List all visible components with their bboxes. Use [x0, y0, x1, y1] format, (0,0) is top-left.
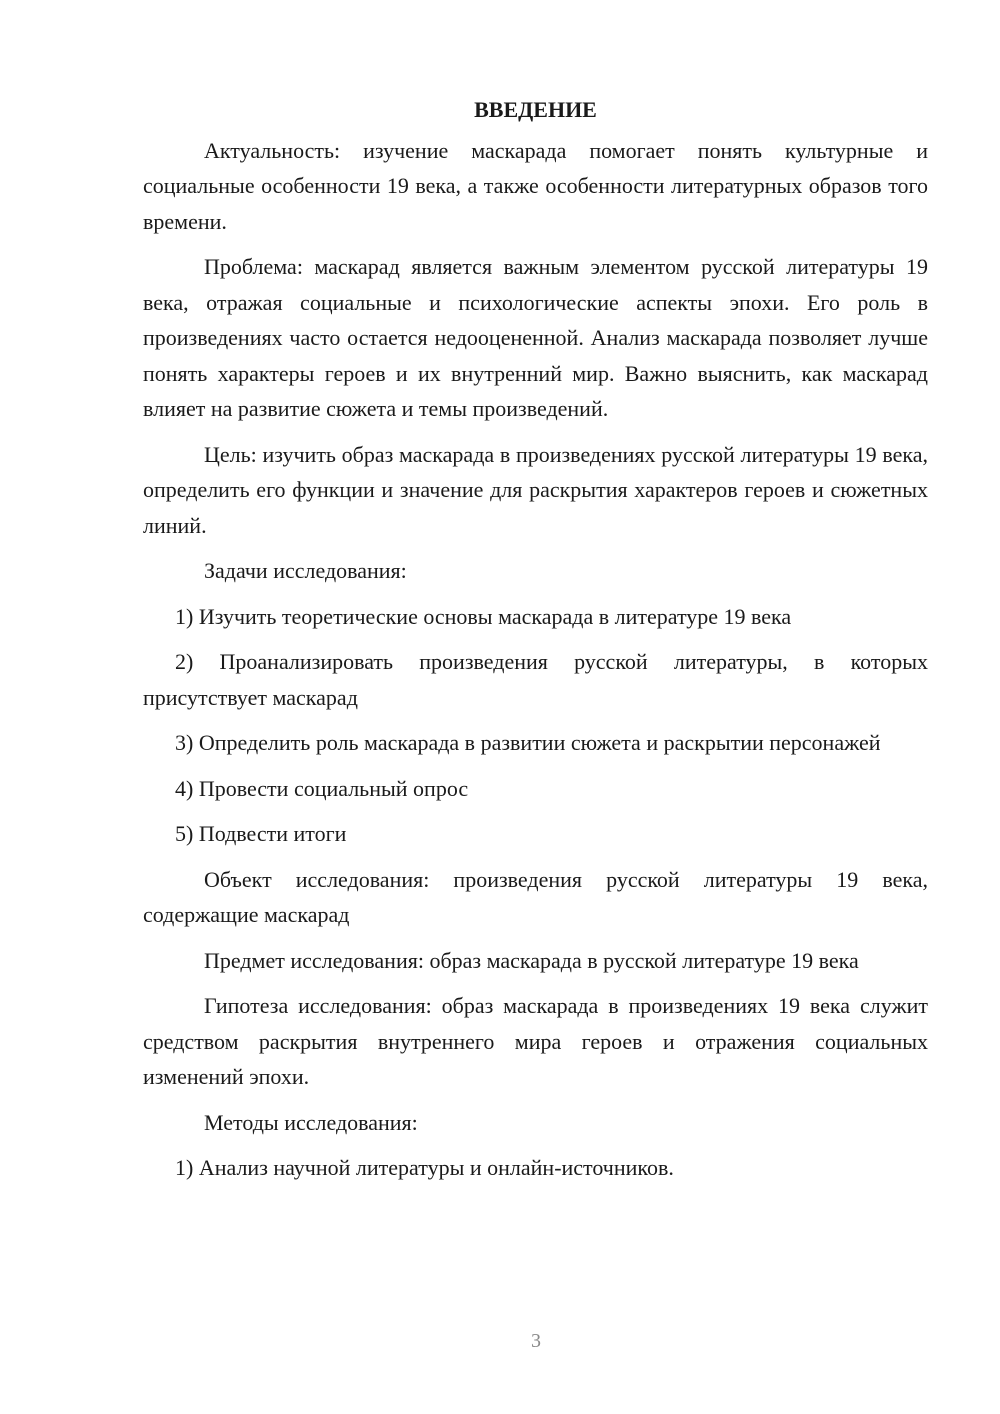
task-item-1: 1) Изучить теоретические основы маскарада в литературе 19 века: [175, 603, 792, 629]
task-item-2: 2) Проанализировать произведения русской литературы, в которых присутствует маскарад: [143, 649, 928, 710]
task-item-4: 4) Провести социальный опрос: [175, 775, 469, 801]
methods-heading: Методы исследования:: [204, 1109, 418, 1135]
subject-paragraph: Предмет исследования: образ маскарада в русской литературе 19 века: [204, 947, 859, 973]
hypothesis-paragraph: Гипотеза исследования: образ маскарада в произведениях 19 века служит средством раскрытия внутреннего мира героев и отражения социальных изменений эпохи.: [143, 993, 928, 1089]
tasks-heading: Задачи исследования:: [204, 558, 407, 583]
page-title: ВВЕДЕНИЕ: [474, 97, 597, 122]
goal-paragraph: Цель: изучить образ маскарада в произведениях русской литературы 19 века, определить его функции и значение для раскрытия характеров героев и сюжетных линий.: [143, 441, 928, 538]
object-paragraph: Объект исследования: произведения русской литературы 19 века, содержащие маскарад: [143, 866, 928, 927]
problem-paragraph: Проблема: маскарад является важным элементом русской литературы 19 века, отражая социальные и психологические аспекты эпохи. Его роль в произведениях часто остается недооцененной. Анализ маскарада позволяет лучше понять характеры героев и их внутренний мир. Важно выяснить, как маскарад влияет на развитие сюжета и темы произведений.: [143, 254, 928, 421]
task-item-5: 5) Подвести итоги: [175, 821, 347, 846]
page-content: [143, 92, 928, 1196]
relevance-paragraph: Актуальность: изучение маскарада помогает понять культурные и социальные особенности 19 века, а также особенности литературных образов того времени.: [143, 137, 928, 234]
method-item-1: 1) Анализ научной литературы и онлайн-источников.: [175, 1155, 674, 1180]
page-number: 3: [531, 1330, 541, 1352]
task-item-3: 3) Определить роль маскарада в развитии сюжета и раскрытии персонажей: [175, 730, 881, 755]
